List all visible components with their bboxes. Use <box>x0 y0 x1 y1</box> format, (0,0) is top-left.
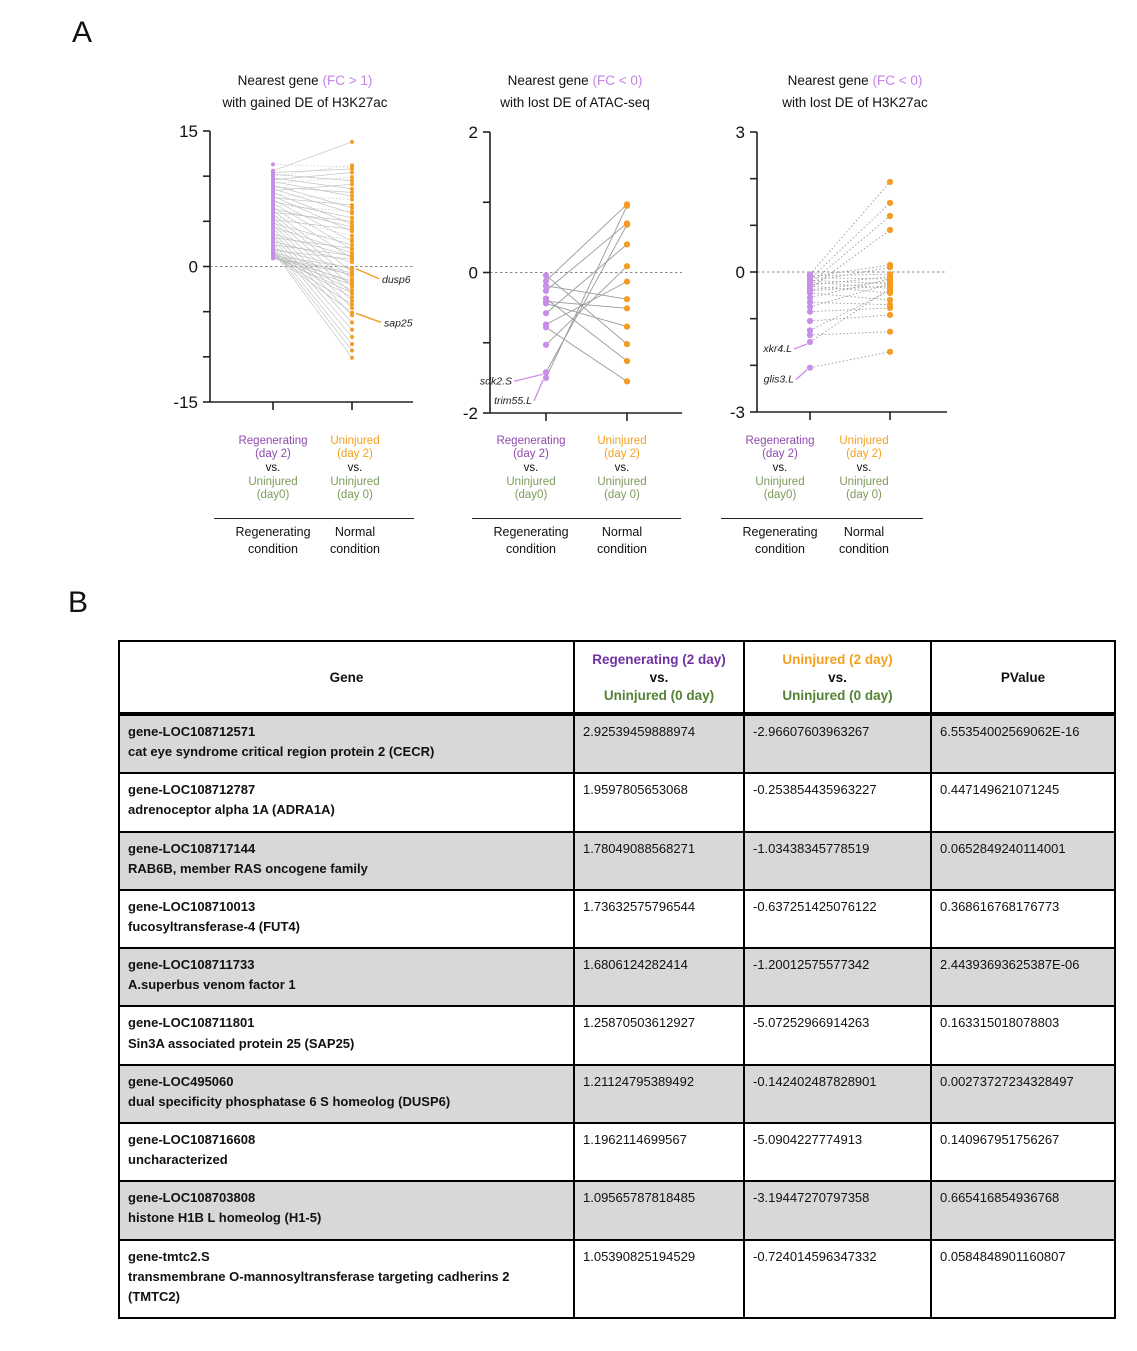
x-label-regenerating-vs-uninjured: Regenerating (day 2) vs. Uninjured (day0) <box>745 435 815 501</box>
uninjured-point <box>624 378 630 384</box>
x-label-regenerating-vs-uninjured: Regenerating (day 2) vs. Uninjured (day0) <box>496 435 566 501</box>
pair-line <box>546 266 627 345</box>
regenerating-point <box>807 309 813 315</box>
table-row <box>119 714 1115 773</box>
gene-cell <box>119 890 574 948</box>
gene-description: dual specificity phosphatase 6 S homeolog (DUSP6) <box>128 1093 451 1109</box>
regenerating-fc-cell: 1.21124795389492 <box>574 1065 744 1123</box>
gene-annotation: trim55.L <box>494 394 532 407</box>
uninjured-point <box>350 219 354 223</box>
gene-id: gene-LOC108710013 <box>128 898 256 914</box>
callout-line <box>534 380 543 401</box>
pair-line <box>810 352 890 368</box>
uninjured-fc-cell: -3.19447270797358 <box>744 1181 931 1239</box>
uninjured-point <box>350 283 354 287</box>
uninjured-point <box>350 271 354 275</box>
uninjured-point <box>624 222 630 228</box>
table-row <box>119 1123 1115 1181</box>
pair-line <box>273 257 352 293</box>
x-label-uninjured-vs-uninjured: Uninjured (day 2) vs. Uninjured (day 0) <box>330 435 380 501</box>
pair-line <box>546 275 627 344</box>
gene-cell <box>119 1065 574 1123</box>
y-tick-label: 0 <box>468 263 478 283</box>
uninjured-point <box>350 243 354 247</box>
uninjured-point <box>350 234 354 238</box>
table-row <box>119 948 1115 1006</box>
table-row <box>119 1240 1115 1318</box>
uninjured-point <box>350 321 354 325</box>
column-header-uninjured: Uninjured (2 day) vs. Uninjured (0 day) <box>744 641 931 714</box>
gene-annotation: xkr4.L <box>763 343 792 355</box>
normal-condition-label: Normal condition <box>563 518 681 558</box>
uninjured-point <box>887 213 893 219</box>
y-tick-label: 0 <box>188 257 198 277</box>
callout-line <box>794 344 807 349</box>
y-tick-label: 2 <box>468 123 478 142</box>
uninjured-point <box>350 190 354 194</box>
gene-cell <box>119 1123 574 1181</box>
column-header-regenerating: Regenerating (2 day) vs. Uninjured (0 day) <box>574 641 744 714</box>
uninjured-fc-cell: -0.142402487828901 <box>744 1065 931 1123</box>
regenerating-point <box>807 332 813 338</box>
pair-line <box>273 249 352 350</box>
gene-results-table <box>118 640 1116 1319</box>
callout-line <box>356 269 379 279</box>
table-row <box>119 832 1115 890</box>
regenerating-fc-cell: 1.9597805653068 <box>574 773 744 831</box>
regenerating-point <box>807 365 813 371</box>
uninjured-point <box>350 266 354 270</box>
regenerating-condition-label: Regenerating condition <box>472 518 590 558</box>
gene-description: A.superbus venom factor 1 <box>128 977 296 993</box>
uninjured-point <box>887 349 893 355</box>
uninjured-point <box>350 198 354 202</box>
pair-line <box>810 315 890 321</box>
plot-area <box>155 120 455 440</box>
pair-line <box>273 177 352 183</box>
regenerating-fc-cell: 1.09565787818485 <box>574 1181 744 1239</box>
uninjured-point <box>350 237 354 241</box>
uninjured-fc-cell: -5.07252966914263 <box>744 1006 931 1064</box>
uninjured-point <box>350 167 354 171</box>
pair-line <box>546 223 627 290</box>
title-fc-accent: (FC < 0) <box>592 73 643 88</box>
pvalue-cell: 0.163315018078803 <box>931 1006 1115 1064</box>
uninjured-point <box>624 341 630 347</box>
uninjured-point <box>624 241 630 247</box>
gene-cell <box>119 714 574 773</box>
title-fc-accent: (FC < 0) <box>872 73 923 88</box>
slope-chart-gained-h3k27ac <box>155 70 455 570</box>
y-tick-label: 0 <box>735 263 745 282</box>
uninjured-point <box>350 179 354 183</box>
regenerating-point <box>543 310 549 316</box>
pair-line <box>273 251 352 358</box>
pair-line <box>810 182 890 274</box>
regenerating-fc-cell: 2.92539459888974 <box>574 714 744 773</box>
x-label-regenerating-vs-uninjured: Regenerating (day 2) vs. Uninjured (day0) <box>238 435 308 501</box>
uninjured-point <box>350 187 354 191</box>
uninjured-fc-cell: -0.253854435963227 <box>744 773 931 831</box>
panel-a-label: A <box>72 16 93 49</box>
pair-line <box>273 258 352 284</box>
uninjured-point <box>350 299 354 303</box>
uninjured-point <box>350 246 354 250</box>
gene-annotation: glis3.L <box>763 373 794 386</box>
table-row <box>119 1065 1115 1123</box>
gene-description: uncharacterized <box>128 1152 228 1168</box>
gene-annotation: dusp6 <box>382 273 411 286</box>
uninjured-fc-cell: -0.724014596347332 <box>744 1240 931 1318</box>
pvalue-cell: 0.00273727234328497 <box>931 1065 1115 1123</box>
table-row <box>119 1181 1115 1239</box>
uninjured-point <box>350 279 354 283</box>
regenerating-point <box>271 162 275 166</box>
gene-id: gene-tmtc2.S <box>128 1248 210 1264</box>
gene-id: gene-LOC108717144 <box>128 840 256 856</box>
gene-id: gene-LOC495060 <box>128 1073 234 1089</box>
uninjured-fc-cell: -0.637251425076122 <box>744 890 931 948</box>
gene-id: gene-LOC108711733 <box>128 957 255 973</box>
uninjured-point <box>350 342 354 346</box>
uninjured-point <box>624 296 630 302</box>
uninjured-point <box>887 285 893 291</box>
gene-cell <box>119 1006 574 1064</box>
uninjured-point <box>350 349 354 353</box>
gene-id: gene-LOC108712571 <box>128 724 256 739</box>
uninjured-point <box>350 356 354 360</box>
uninjured-point <box>350 291 354 295</box>
pvalue-cell: 6.55354002569062E-16 <box>931 714 1115 773</box>
pvalue-cell: 0.447149621071245 <box>931 773 1115 831</box>
regenerating-fc-cell: 1.25870503612927 <box>574 1006 744 1064</box>
regenerating-fc-cell: 1.73632575796544 <box>574 890 744 948</box>
regenerating-point <box>807 339 813 345</box>
y-tick-label: -2 <box>462 404 478 423</box>
uninjured-point <box>887 200 893 206</box>
pair-line <box>546 204 627 281</box>
regenerating-fc-cell: 1.78049088568271 <box>574 832 744 890</box>
uninjured-point <box>350 306 354 310</box>
uninjured-point <box>350 140 354 144</box>
uninjured-point <box>624 358 630 364</box>
gene-description: cat eye syndrome critical region protein 2 (CECR) <box>128 744 435 760</box>
normal-condition-label: Normal condition <box>805 518 923 558</box>
table-header <box>119 641 1115 714</box>
uninjured-point <box>887 312 893 318</box>
uninjured-point <box>350 302 354 306</box>
regenerating-fc-cell: 1.05390825194529 <box>574 1240 744 1318</box>
pair-line <box>273 142 352 171</box>
pair-line <box>273 192 352 224</box>
pair-line <box>273 169 352 173</box>
gene-cell <box>119 832 574 890</box>
uninjured-point <box>887 179 893 185</box>
plot-area <box>710 120 1000 440</box>
gene-id: gene-LOC108703808 <box>128 1190 256 1206</box>
uninjured-point <box>887 227 893 233</box>
table-body <box>119 714 1115 1318</box>
gene-description: adrenoceptor alpha 1A (ADRA1A) <box>128 802 335 818</box>
column-header-gene: Gene <box>119 641 574 714</box>
gene-id: gene-LOC108712787 <box>128 782 256 798</box>
regenerating-condition-label: Regenerating condition <box>721 518 839 558</box>
slope-chart-lost-h3k27ac <box>710 70 1000 570</box>
pvalue-cell: 0.0584848901160807 <box>931 1240 1115 1318</box>
y-tick-label: -15 <box>173 393 198 412</box>
pair-line <box>810 288 890 342</box>
callout-line <box>514 374 543 381</box>
uninjured-point <box>350 194 354 198</box>
table-row <box>119 773 1115 831</box>
pair-line <box>810 203 890 279</box>
uninjured-point <box>350 257 354 261</box>
gene-cell <box>119 1181 574 1239</box>
regenerating-point <box>543 342 549 348</box>
pvalue-cell: 0.665416854936768 <box>931 1181 1115 1239</box>
gene-description: histone H1B L homeolog (H1-5) <box>128 1210 322 1226</box>
y-tick-label: 3 <box>735 123 745 142</box>
uninjured-point <box>624 263 630 269</box>
regenerating-point <box>543 288 549 294</box>
x-label-uninjured-vs-uninjured: Uninjured (day 2) vs. Uninjured (day 0) <box>597 435 647 501</box>
uninjured-point <box>350 328 354 332</box>
gene-cell <box>119 948 574 1006</box>
uninjured-point <box>350 216 354 220</box>
regenerating-fc-cell: 1.6806124282414 <box>574 948 744 1006</box>
uninjured-point <box>624 203 630 209</box>
uninjured-point <box>350 335 354 339</box>
regenerating-point <box>543 324 549 330</box>
uninjured-point <box>624 323 630 329</box>
pvalue-cell: 0.0652849240114001 <box>931 832 1115 890</box>
gene-cell <box>119 773 574 831</box>
uninjured-point <box>350 227 354 231</box>
slope-chart-lost-atac <box>430 70 720 570</box>
gene-id: gene-LOC108716608 <box>128 1131 256 1147</box>
pvalue-cell: 0.368616768176773 <box>931 890 1115 948</box>
plot-area <box>430 120 720 440</box>
regenerating-point <box>271 255 275 259</box>
regenerating-point <box>543 369 549 375</box>
pair-line <box>273 173 352 180</box>
regenerating-condition-label: Regenerating condition <box>214 518 332 558</box>
uninjured-point <box>350 311 354 315</box>
gene-annotation: sap25 <box>384 317 413 330</box>
y-tick-label: -3 <box>729 403 745 422</box>
gene-annotation: sdk2.S <box>479 375 512 388</box>
uninjured-fc-cell: -2.96607603963267 <box>744 714 931 773</box>
table-row <box>119 1006 1115 1064</box>
table-row <box>119 890 1115 948</box>
pair-line <box>546 225 627 373</box>
callout-line <box>356 313 381 322</box>
panel-b-label: B <box>68 586 89 619</box>
regenerating-point <box>807 318 813 324</box>
pair-line <box>810 308 890 312</box>
callout-line <box>796 370 807 380</box>
uninjured-fc-cell: -1.20012575577342 <box>744 948 931 1006</box>
uninjured-point <box>624 279 630 285</box>
pair-line <box>273 207 352 258</box>
normal-condition-label: Normal condition <box>296 518 414 558</box>
pair-line <box>810 230 890 288</box>
column-header-pvalue: PValue <box>931 641 1115 714</box>
gene-description: RAB6B, member RAS oncogene family <box>128 860 368 876</box>
uninjured-point <box>350 163 354 167</box>
regenerating-point <box>543 300 549 306</box>
uninjured-fc-cell: -1.03438345778519 <box>744 832 931 890</box>
title-fc-accent: (FC > 1) <box>322 73 373 88</box>
chart-title: Nearest gene (FC < 0) with lost DE of H3K27ac <box>782 73 928 110</box>
pair-line <box>273 232 352 315</box>
uninjured-point <box>887 329 893 335</box>
y-tick-label: 15 <box>179 122 198 141</box>
uninjured-fc-cell: -5.0904227774913 <box>744 1123 931 1181</box>
gene-description: fucosyltransferase-4 (FUT4) <box>128 918 300 934</box>
regenerating-point <box>543 375 549 381</box>
uninjured-point <box>350 171 354 175</box>
pvalue-cell: 2.44393693625387E-06 <box>931 948 1115 1006</box>
uninjured-point <box>350 182 354 186</box>
uninjured-point <box>624 305 630 311</box>
uninjured-point <box>350 254 354 258</box>
pair-line <box>810 216 890 284</box>
gene-description: transmembrane O-mannosyltransferase targeting cadherins 2 (TMTC2) <box>128 1268 510 1304</box>
regenerating-fc-cell: 1.1962114699567 <box>574 1123 744 1181</box>
pair-line <box>810 332 890 335</box>
regenerating-point <box>543 272 549 278</box>
gene-cell <box>119 1240 574 1318</box>
chart-title: Nearest gene (FC < 0) with lost DE of ATAC-seq <box>500 73 650 110</box>
uninjured-point <box>887 264 893 270</box>
uninjured-point <box>350 203 354 207</box>
pair-line <box>546 327 627 381</box>
x-label-uninjured-vs-uninjured: Uninjured (day 2) vs. Uninjured (day 0) <box>839 435 889 501</box>
pvalue-cell: 0.140967951756267 <box>931 1123 1115 1181</box>
uninjured-point <box>350 209 354 213</box>
chart-title: Nearest gene (FC > 1) with gained DE of H3K27ac <box>222 73 388 110</box>
uninjured-point <box>350 295 354 299</box>
uninjured-point <box>887 305 893 311</box>
gene-id: gene-LOC108711801 <box>128 1015 255 1031</box>
gene-description: Sin3A associated protein 25 (SAP25) <box>128 1035 355 1051</box>
uninjured-point <box>350 175 354 179</box>
